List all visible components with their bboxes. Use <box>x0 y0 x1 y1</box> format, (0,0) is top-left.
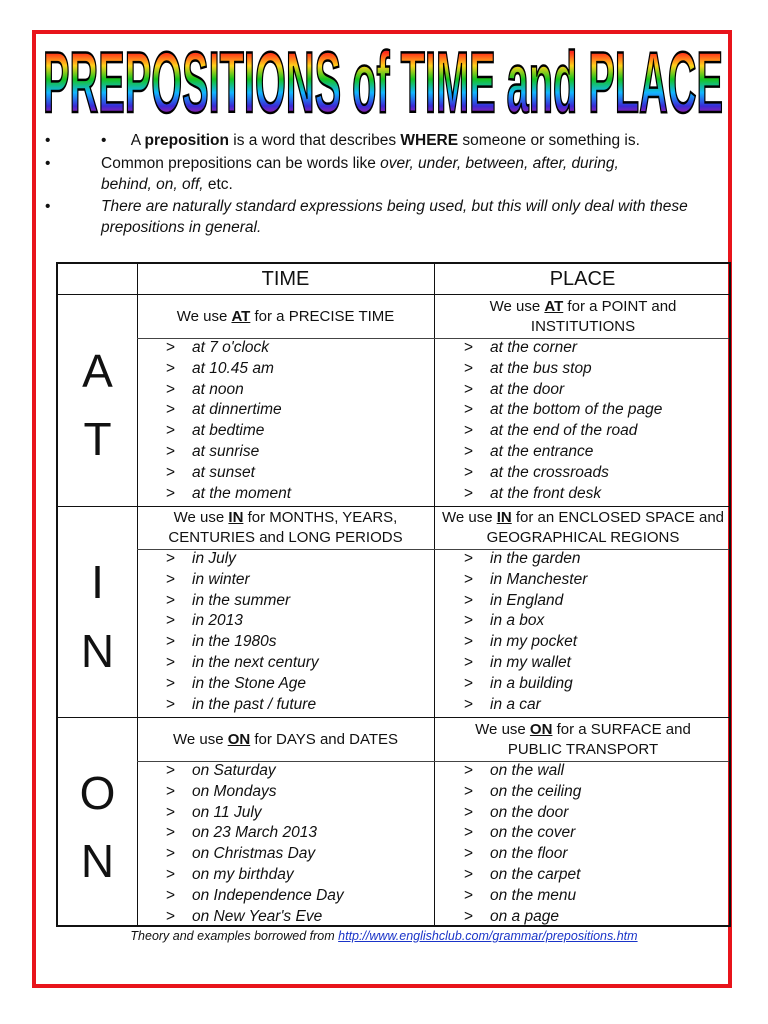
intro-italic: There are naturally standard expressions being used, but this will only deal with these prepositions in general. <box>101 198 688 236</box>
section-letter-n: N <box>80 625 115 677</box>
list-item: > at the end of the road <box>464 421 724 442</box>
in-time-desc: We use IN for MONTHS, YEARS, CENTURIES and LONG PERIODS <box>168 509 403 546</box>
on-place-list <box>464 761 724 927</box>
list-item: > in the past / future <box>166 695 426 716</box>
intro-item-note <box>45 196 722 240</box>
intro-text: someone or something is. <box>458 132 640 149</box>
list-item: > in the garden <box>464 549 724 570</box>
at-place-list <box>464 338 724 504</box>
in-place-desc: We use IN for an ENCLOSED SPACE and GEOGRAPHICAL REGIONS <box>441 509 725 546</box>
list-item: > at the bottom of the page <box>464 400 724 421</box>
list-item: > in 2013 <box>166 611 426 632</box>
list-item: > in a box <box>464 611 724 632</box>
list-item: > in my wallet <box>464 653 724 674</box>
list-item: > on the menu <box>464 886 724 907</box>
list-item: > on a page <box>464 907 724 928</box>
at-time-list <box>166 338 426 504</box>
list-item: > on Saturday <box>166 761 426 782</box>
list-item: > at the door <box>464 380 724 401</box>
list-item: > at 7 o'clock <box>166 338 426 359</box>
list-item: > at dinnertime <box>166 400 426 421</box>
in-place-list <box>464 549 724 715</box>
on-place-desc: We use ON for a SURFACE and PUBLIC TRANSPORT <box>475 720 691 758</box>
list-item: > in Manchester <box>464 570 724 591</box>
list-item: > on Mondays <box>166 782 426 803</box>
list-item: > on 11 July <box>166 803 426 824</box>
list-item: > on the door <box>464 803 724 824</box>
section-letter-o: O <box>79 767 116 819</box>
bullet-icon: • <box>45 198 51 215</box>
source-link[interactable]: http://www.englishclub.com/grammar/prepositions.htm <box>338 929 638 943</box>
list-item: > in the Stone Age <box>166 674 426 695</box>
section-letter-t: T <box>83 413 112 465</box>
list-item: > at the front desk <box>464 484 724 505</box>
list-item: > at noon <box>166 380 426 401</box>
list-item: > in July <box>166 549 426 570</box>
title-text: PREPOSITIONS of TIME and PLACE <box>43 35 723 130</box>
list-item: > on the ceiling <box>464 782 724 803</box>
intro-text: etc. <box>203 176 233 193</box>
list-item: > in a car <box>464 695 724 716</box>
page-title <box>38 34 728 130</box>
list-item: > in winter <box>166 570 426 591</box>
bullet-icon-extra: • <box>101 132 107 149</box>
list-item: > on Christmas Day <box>166 844 426 865</box>
list-item: > at the bus stop <box>464 359 724 380</box>
on-time-list <box>166 761 426 927</box>
list-item: > at sunrise <box>166 442 426 463</box>
section-letter-n2: N <box>80 835 115 887</box>
list-item: > on 23 March 2013 <box>166 823 426 844</box>
list-item: > on the carpet <box>464 865 724 886</box>
intro-text: Common prepositions can be words like <box>101 155 381 172</box>
on-time-desc: We use ON for DAYS and DATES <box>172 730 399 748</box>
prepositions-table <box>56 262 731 927</box>
intro-bold: WHERE <box>400 132 459 149</box>
bullet-icon: • <box>45 155 51 172</box>
section-letter-a: A <box>82 345 113 397</box>
intro-item-definition <box>45 130 722 153</box>
list-item: > at the moment <box>166 484 426 505</box>
at-place-desc: We use AT for a POINT and INSTITUTIONS <box>489 297 677 335</box>
time-header: TIME <box>261 268 310 290</box>
in-time-list <box>166 549 426 715</box>
intro-list <box>45 130 722 240</box>
list-item: > in the next century <box>166 653 426 674</box>
list-item: > at sunset <box>166 463 426 484</box>
intro-italic: over, under, between, after, during, <box>380 155 619 172</box>
bullet-icon: • <box>45 132 51 149</box>
list-item: > on the floor <box>464 844 724 865</box>
col-divider <box>137 264 138 925</box>
at-time-desc: We use AT for a PRECISE TIME <box>176 307 395 325</box>
list-item: > at bedtime <box>166 421 426 442</box>
place-header: PLACE <box>549 268 616 290</box>
list-item: > in a building <box>464 674 724 695</box>
list-item: > on the wall <box>464 761 724 782</box>
intro-text: A <box>130 132 145 149</box>
list-item: > at 10.45 am <box>166 359 426 380</box>
intro-bold: preposition <box>144 132 229 149</box>
list-item: > on Independence Day <box>166 886 426 907</box>
footer-credit <box>0 929 768 943</box>
intro-text: is a word that describes <box>228 132 401 149</box>
col-divider <box>434 264 435 925</box>
intro-italic: behind, on, off, <box>101 176 204 193</box>
section-letter-i: I <box>91 556 104 608</box>
list-item: > at the corner <box>464 338 724 359</box>
list-item: > in my pocket <box>464 632 724 653</box>
list-item: > on New Year's Eve <box>166 907 426 928</box>
list-item: > in the summer <box>166 591 426 612</box>
list-item: > on my birthday <box>166 865 426 886</box>
footer-text: Theory and examples borrowed from <box>130 929 339 943</box>
list-item: > at the entrance <box>464 442 724 463</box>
list-item: > on the cover <box>464 823 724 844</box>
list-item: > in the 1980s <box>166 632 426 653</box>
list-item: > in England <box>464 591 724 612</box>
list-item: > at the crossroads <box>464 463 724 484</box>
intro-item-common <box>45 153 722 196</box>
